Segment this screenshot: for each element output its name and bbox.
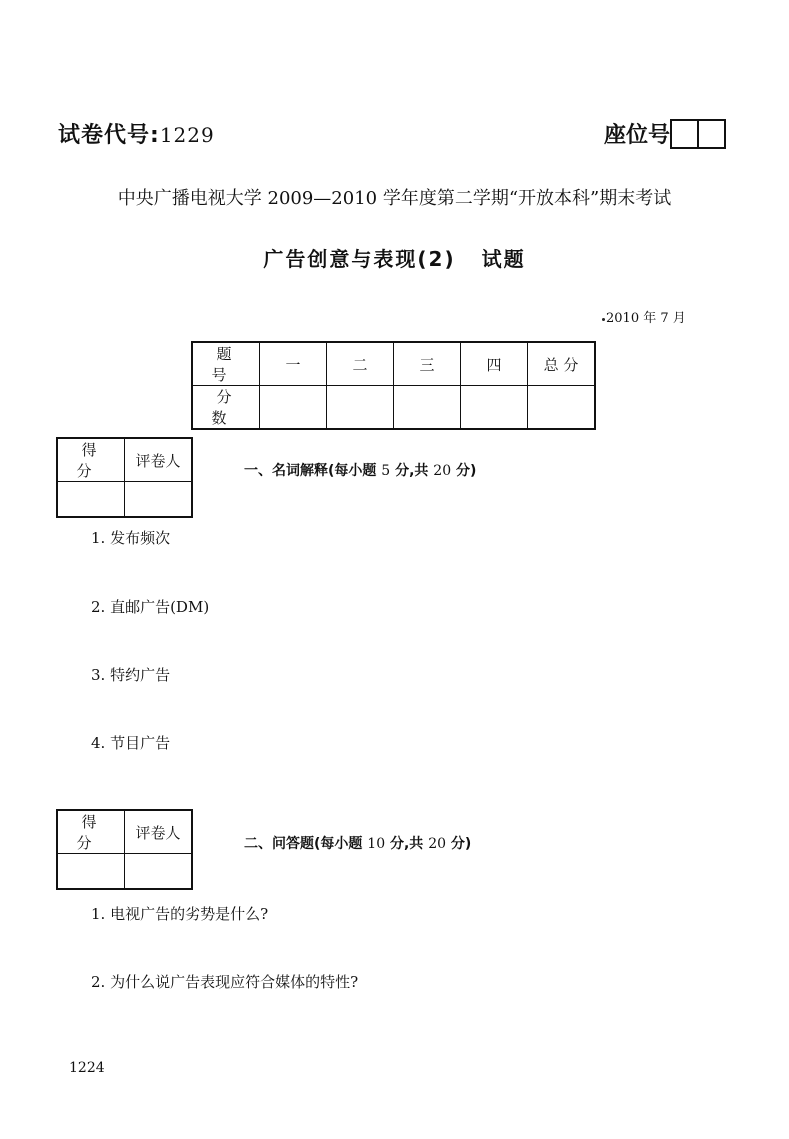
question-item: 3. 特约广告: [91, 666, 171, 684]
question-item: 1. 发布频次: [91, 529, 171, 547]
section-title-mid: 分,共: [385, 836, 429, 852]
grader-label: 评卷人: [125, 810, 193, 854]
paper-code: [58, 118, 215, 149]
points-each: 10: [367, 836, 386, 852]
score-cell: [461, 386, 528, 430]
seat-number-cell: [672, 121, 697, 147]
table-cell: 二: [327, 342, 394, 386]
table-row: [57, 810, 192, 854]
score-label: 得 分: [57, 438, 125, 482]
grader-label: 评卷人: [125, 438, 193, 482]
section-title: [244, 460, 476, 480]
grader-cell: [125, 854, 193, 890]
table-cell: 四: [461, 342, 528, 386]
question-item: 2. 直邮广告(DM): [91, 598, 210, 616]
question-item: 4. 节目广告: [91, 734, 171, 752]
section-title-prefix: 二、问答题(每小题: [244, 836, 368, 852]
score-cell: [57, 482, 125, 518]
seat-number: [604, 118, 726, 149]
section-title: [244, 833, 471, 853]
table-cell: 三: [394, 342, 461, 386]
paper-code-label: 试卷代号:: [58, 123, 160, 148]
section-title-mid: 分,共: [390, 463, 434, 479]
seat-number-label: 座位号: [604, 123, 671, 148]
exam-subtitle: 中央广播电视大学 2009—2010 学年度第二学期“开放本科”期末考试: [117, 188, 672, 209]
table-row: [57, 854, 192, 890]
table-cell: 分 数: [192, 386, 260, 430]
table-cell: 一: [260, 342, 327, 386]
table-row: [192, 342, 595, 386]
table-cell: 题 号: [192, 342, 260, 386]
section-title-suffix: 分): [451, 463, 477, 479]
score-cell: [57, 854, 125, 890]
exam-title-suffix: 试题: [481, 247, 526, 271]
points-each: 5: [381, 463, 391, 479]
section-title-suffix: 分): [446, 836, 472, 852]
table-row: [57, 438, 192, 482]
points-total: 20: [428, 836, 447, 852]
grader-box: [56, 809, 193, 890]
page-number: 1224: [69, 1060, 105, 1076]
score-cell: [528, 386, 596, 430]
ink-dot: [602, 318, 605, 321]
score-cell: [327, 386, 394, 430]
paper-code-value: 1229: [159, 123, 215, 147]
grader-box: [56, 437, 193, 518]
table-row: [57, 482, 192, 518]
seat-number-cell: [697, 121, 724, 147]
score-cell: [394, 386, 461, 430]
score-summary-table: [191, 341, 596, 430]
exam-title: [0, 243, 789, 272]
points-total: 20: [433, 463, 452, 479]
table-row: [192, 386, 595, 430]
question-item: 1. 电视广告的劣势是什么?: [91, 905, 269, 923]
seat-number-boxes: [670, 119, 726, 149]
grader-cell: [125, 482, 193, 518]
exam-date: 2010 年 7 月: [606, 311, 686, 326]
score-label: 得 分: [57, 810, 125, 854]
section-title-prefix: 一、名词解释(每小题: [244, 463, 382, 479]
exam-title-main: 广告创意与表现(2): [263, 247, 456, 271]
table-cell: 总 分: [528, 342, 596, 386]
question-item: 2. 为什么说广告表现应符合媒体的特性?: [91, 973, 359, 991]
score-cell: [260, 386, 327, 430]
